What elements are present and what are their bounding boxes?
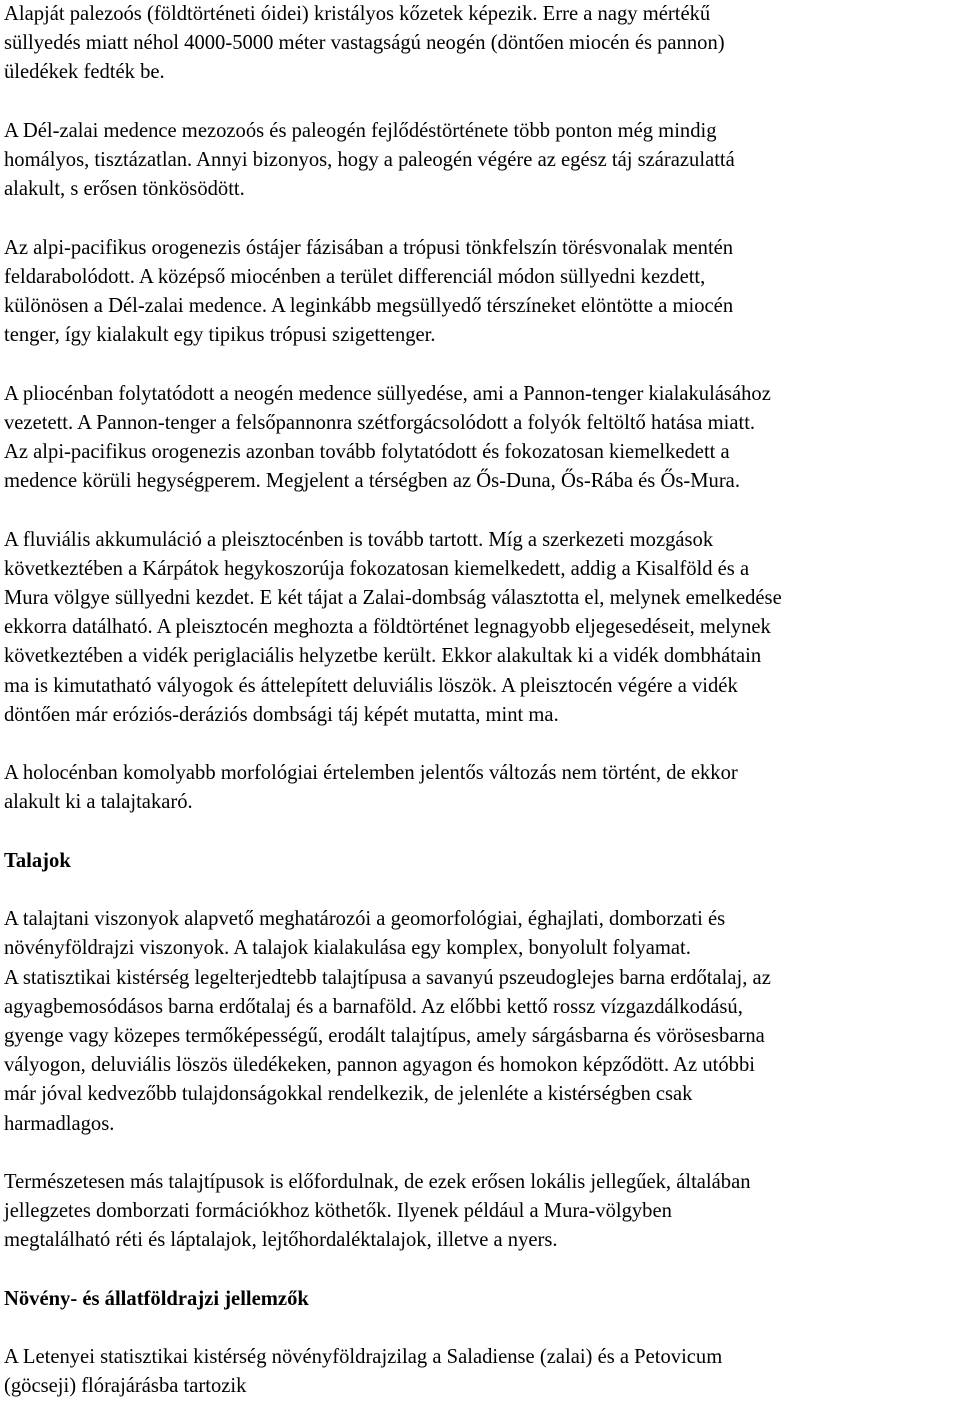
text-line: A pliocénban folytatódott a neogén medence süllyedése, ami a Pannon-tenger kialakulásához [4, 382, 771, 405]
text-line: A holocénban komolyabb morfológiai értelemben jelentős változás nem történt, de ekkor [4, 762, 738, 785]
text-line: tenger, így kialakult egy tipikus trópusi szigettenger. [4, 324, 436, 347]
text-line: különösen a Dél-zalai medence. A leginkább megsüllyedő térszíneket elöntötte a miocén [4, 295, 734, 317]
text-line: ma is kimutatható vályogok és áttelepített deluviális löszök. A pleisztocén végére a vidék [4, 674, 738, 697]
text-line: megtalálható réti és láptalajok, lejtőhordaléktalajok, illetve a nyers. [4, 1229, 558, 1252]
text-line: következtében a vidék periglaciális helyzetbe került. Ekkor alakultak ki a vidék dombhátain [4, 645, 762, 668]
section-heading-talajok: Talajok [4, 849, 71, 872]
text-line: Mura völgye süllyedni kezdet. E két tájat a Zalai-dombság választotta el, melynek emelkedése [4, 587, 782, 609]
text-line: A statisztikai kistérség legelterjedtebb talajtípusa a savanyú pszeudoglejes barna erdőtalaj, az [4, 966, 771, 989]
paragraph-pliocene [4, 380, 958, 497]
text-line: A Letenyei statisztikai kistérség növényföldrajzilag a Saladiense (zalai) és a Petovicum [4, 1346, 723, 1369]
text-line: homályos, tisztázatlan. Annyi bizonyos, hogy a paleogén végére az egész táj szárazulattá [4, 149, 735, 171]
paragraph-mesozoic-paleogene [4, 117, 958, 205]
text-line: vezetett. A Pannon-tenger a felsőpannonra szétforgácsolódott a folyók feltöltő hatása miatt. [4, 411, 756, 434]
text-line: alakult, s erősen tönkösödött. [4, 178, 245, 201]
text-line: következtében a Kárpátok hegykoszorúja fokozatosan kiemelkedett, addig a Kisalföld és a [4, 557, 750, 580]
paragraph-pleistocene [4, 526, 958, 730]
paragraph-soil-overview [4, 905, 958, 1139]
text-line: gyenge vagy közepes termőképességű, erodált talajtípus, amely sárgásbarna és vörösesbarna [4, 1025, 765, 1047]
text-line: A talajtani viszonyok alapvető meghatározói a geomorfológiai, éghajlati, domborzati és [4, 908, 726, 931]
paragraph-orogenesis [4, 234, 958, 351]
paragraph-basement-rocks [4, 0, 958, 88]
text-line: már jóval kedvezőbb tulajdonságokkal rendelkezik, de jelenléte a kistérségben csak [4, 1083, 693, 1106]
text-line: A fluviális akkumuláció a pleisztocénben is tovább tartott. Míg a szerkezeti mozgások [4, 528, 714, 551]
document-page [4, 0, 958, 1402]
text-line: Alapját palezoós (földtörténeti óidei) kristályos kőzetek képezik. Erre a nagy mértékű [4, 3, 711, 25]
text-line: Az alpi-pacifikus orogenezis azonban tovább folytatódott és fokozatosan kiemelkedett a [4, 441, 730, 463]
text-line: döntően már eróziós-deráziós dombsági táj képét mutatta, mint ma. [4, 703, 559, 726]
text-line: alakult ki a talajtakaró. [4, 791, 193, 814]
text-line: növényföldrajzi viszonyok. A talajok kialakulása egy komplex, bonyolult folyamat. [4, 937, 691, 960]
text-line: üledékek fedték be. [4, 61, 165, 84]
text-line: agyagbemosódásos barna erdőtalaj és a barnaföld. Az előbbi kettő rossz vízgazdálkodású, [4, 995, 743, 1018]
text-line: feldarabolódott. A középső miocénben a terület differenciál módon süllyedni kezdett, [4, 265, 706, 288]
text-line: vályogon, deluviális löszös üledékeken, pannon agyagon és homokon képződött. Az utóbbi [4, 1054, 755, 1077]
paragraph-soil-other-types [4, 1168, 958, 1256]
text-line: jellegzetes domborzati formációkhoz köthetők. Ilyenek például a Mura-völgyben [4, 1200, 672, 1223]
text-line: süllyedés miatt néhol 4000-5000 méter vastagságú neogén (döntően miocén és pannon) [4, 32, 725, 55]
text-line: A Dél-zalai medence mezozoós és paleogén fejlődéstörténete több ponton még mindig [4, 119, 717, 142]
text-line: harmadlagos. [4, 1112, 115, 1135]
text-line: (göcseji) flórajárásba tartozik [4, 1375, 247, 1398]
text-line: ekkorra datálható. A pleisztocén meghozta a földtörténet legnagyobb eljegesedéseit, melynek [4, 616, 771, 639]
paragraph-flora-region [4, 1343, 958, 1401]
text-line: Az alpi-pacifikus orogenezis óstájer fázisában a trópusi tönkfelszín törésvonalak mentén [4, 236, 734, 259]
text-line: medence körüli hegységperem. Megjelent a térségben az Ős-Duna, Ős-Rába és Ős-Mura. [4, 470, 740, 493]
text-line: Természetesen más talajtípusok is előfordulnak, de ezek erősen lokális jellegűek, általában [4, 1171, 751, 1193]
section-heading-flora-fauna: Növény- és állatföldrajzi jellemzők [4, 1287, 309, 1310]
paragraph-holocene [4, 759, 958, 817]
